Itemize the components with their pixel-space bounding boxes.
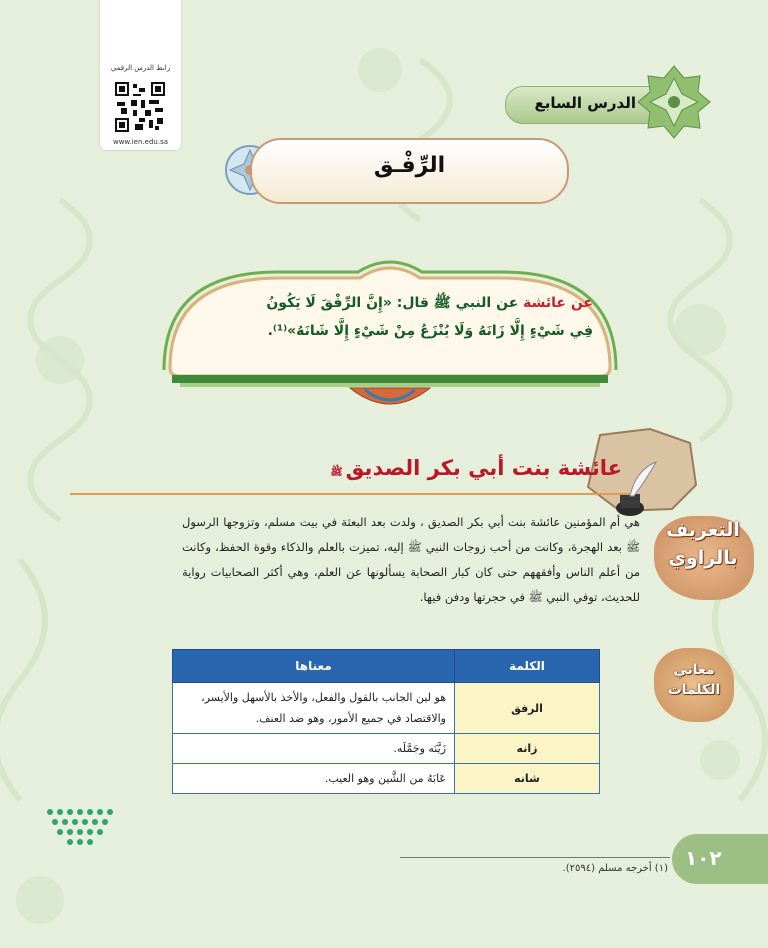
page-number: ١٠٢ [685, 846, 722, 870]
word-cell: زانه [455, 734, 600, 764]
word-cell: الرفق [455, 683, 600, 734]
meaning-cell: زَيَّنَه وجَمَّلَه. [173, 734, 455, 764]
lesson-number-label: الدرس السابع [534, 94, 636, 112]
qr-label: رابط الدرس الرقمي [110, 64, 171, 72]
hadith-narrator: عن عائشة [523, 295, 593, 311]
lesson-title: الرِّفْـق [373, 153, 446, 178]
dots-decoration [42, 804, 122, 850]
honorific-mark: ﷺ [330, 467, 343, 478]
vocabulary-table [172, 649, 600, 794]
qr-url[interactable]: www.ien.edu.sa [112, 138, 169, 146]
narrator-label-line-2: بالراوي [668, 547, 738, 569]
hadith-line-1-rest: عن النبي ﷺ قال: «إِنَّ الرِّفْقَ لَا يَكُونُ [266, 295, 519, 311]
meaning-cell: هو لين الجانب بالقول والفعل، والأخذ بالأسهل والأيسر، والاقتصاد في جميع الأمور، وهو ضد العنف. [173, 683, 455, 734]
table-row [173, 683, 600, 734]
table-header-row [173, 650, 600, 683]
footnote: (١) أخرجه مسلم (٢٥٩٤). [562, 863, 668, 874]
section-divider [70, 493, 630, 495]
narrator-label-line-1: التعريف [666, 519, 740, 541]
narrator-heading [331, 456, 622, 480]
table-row [173, 734, 600, 764]
vocab-label-line-1: معاني [673, 662, 715, 678]
footnote-divider [400, 857, 670, 858]
narrator-name: عائشة بنت أبي بكر الصديق [345, 456, 622, 480]
word-cell: شانه [455, 764, 600, 794]
hadith-text [205, 289, 593, 345]
table-row [173, 764, 600, 794]
narrator-biography: هي أم المؤمنين عائشة بنت أبي بكر الصديق ، ولدت بعد البعثة في بيت مسلم، وتزوجها الرسول ﷺ بعد الهجرة، وكانت من أحب زوجات النبي ﷺ إليه، تميزت بالعلم والذكاء وقوة الحفظ، وكانت من أعلم الناس وأفقههم حتى كان كبار الصحابة يسألونها عن العلم، وهي أكثر الصحابيات رواية للحديث، توفي النبي ﷺ في حجرتها ودفن فيها. [182, 515, 640, 604]
narrator-side-label [648, 516, 758, 596]
col-word-header: الكلمة [455, 650, 600, 683]
vocab-side-label [654, 646, 734, 726]
hadith-line-1 [205, 289, 593, 317]
hadith-line-2: فِي شَيْءٍ إِلَّا زَانَهُ وَلَا يُنْزَعُ مِنْ شَيْءٍ إِلَّا شَانَهُ»⁽¹⁾. [267, 323, 593, 339]
lesson-title-banner [250, 138, 569, 204]
qr-code-icon[interactable] [115, 82, 165, 132]
qr-card[interactable] [100, 0, 181, 150]
lesson-emblem-icon [636, 64, 712, 140]
meaning-cell: عَابَهُ من الشَّين وهو العيب. [173, 764, 455, 794]
col-meaning-header: معناها [173, 650, 455, 683]
vocab-label-line-2: الكلمات [667, 682, 721, 698]
